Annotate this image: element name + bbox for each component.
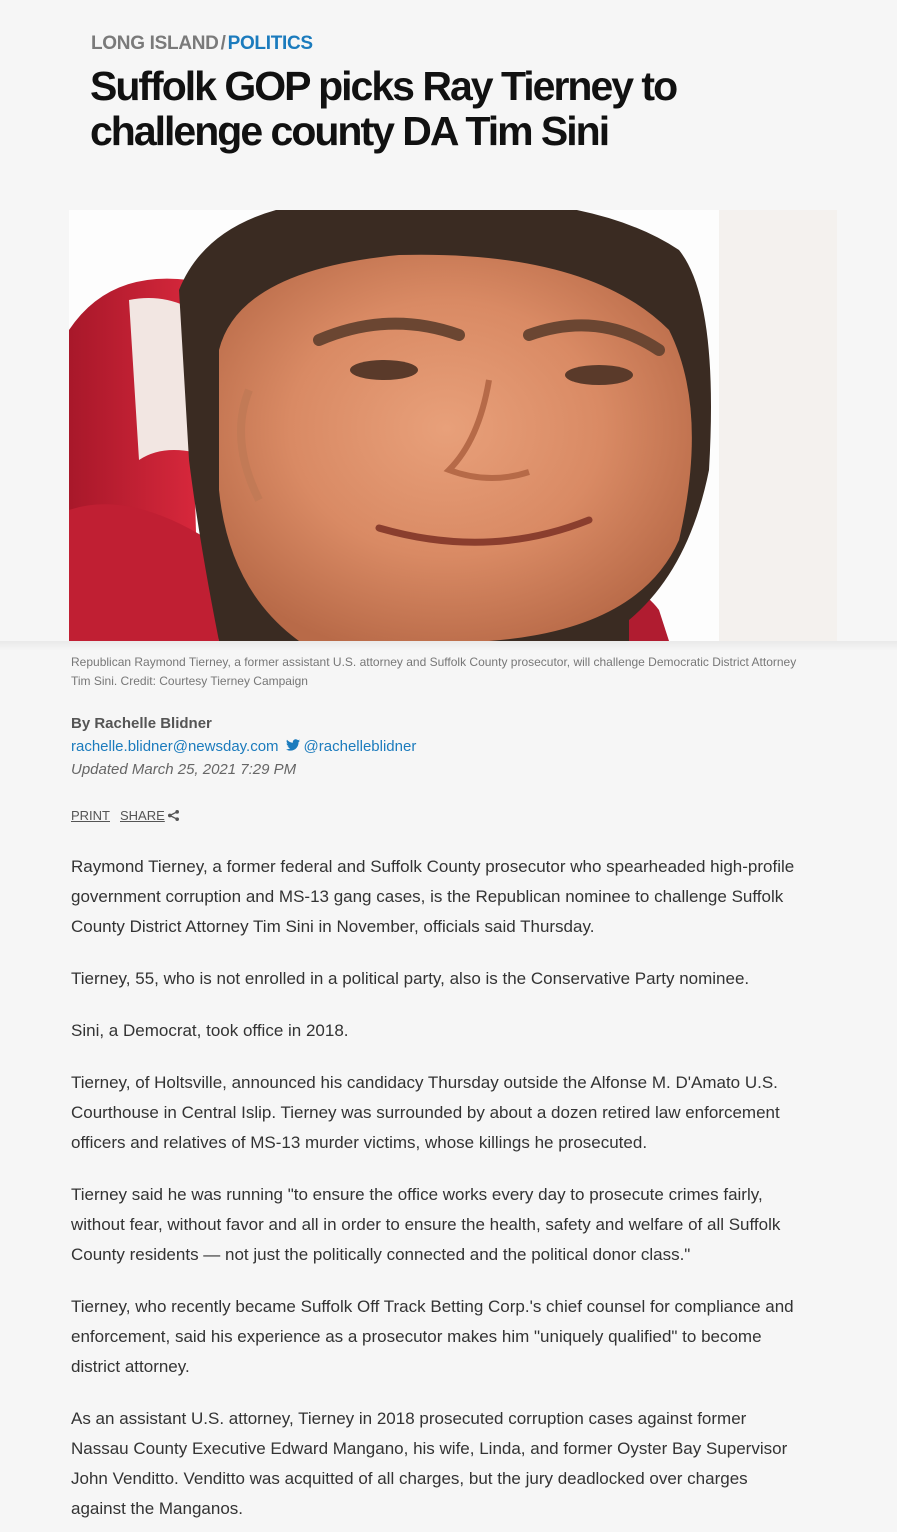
updated-timestamp: Updated March 25, 2021 7:29 PM [71,761,297,778]
article-paragraph: As an assistant U.S. attorney, Tierney in 2018 prosecuted corruption cases against former Nassau County Executive Edward Mangano, his wife, Linda, and former Oyster Bay Supervisor John Venditto. Venditto was acquitted of all charges, but the jury deadlocked over charges against the Manganos. [71,1409,788,1518]
author-twitter-link[interactable]: @rachelleblidner [303,738,417,755]
kicker-separator: / [220,33,226,54]
article-paragraph: Tierney, who recently became Suffolk Off Track Betting Corp.'s chief counsel for compliance and enforcement, said his experience as a prosecutor makes him "uniquely qualified" to become district attorney. [71,1297,794,1376]
photo-caption: Republican Raymond Tierney, a former assistant U.S. attorney and Suffolk County prosecutor, will challenge Democratic District Attorney Tim Sini. Credit: Courtesy Tierney Campaign [71,655,797,688]
share-button[interactable] [120,808,179,823]
article-paragraph: Sini, a Democrat, took office in 2018. [71,1021,349,1040]
share-icon [168,810,179,821]
kicker-section-link[interactable]: POLITICS [227,33,313,54]
portrait-photo-icon [69,210,837,641]
twitter-icon[interactable] [286,738,300,755]
byline-contact [71,738,416,755]
kicker [91,33,313,55]
byline-author: By Rachelle Blidner [71,715,212,732]
article-paragraph: Raymond Tierney, a former federal and Suffolk County prosecutor who spearheaded high-profile government corruption and MS-13 gang cases, is the Republican nominee to challenge Suffolk County District Attorney Tim Sini in November, officials said Thursday. [71,857,795,936]
print-button[interactable]: PRINT [71,808,110,823]
share-label: SHARE [120,808,165,823]
author-email-link[interactable]: rachelle.blidner@newsday.com [71,738,279,755]
article-paragraph: Tierney said he was running "to ensure the office works every day to prosecute crimes fairly, without fear, without favor and all in order to ensure the health, safety and welfare of all Suffolk County residents — not just the politically connected and the political donor class." [71,1185,781,1264]
article-body [71,852,801,1532]
hero-photo[interactable] [69,210,837,641]
article-tools [71,808,179,823]
kicker-region[interactable]: LONG ISLAND [91,33,219,54]
photo-shade [0,641,897,651]
article-paragraph: Tierney, of Holtsville, announced his candidacy Thursday outside the Alfonse M. D'Amato U.S. Courthouse in Central Islip. Tierney was surrounded by about a dozen retired law enforcement officers and relatives of MS-13 murder victims, whose killings he prosecuted. [71,1073,780,1152]
article-paragraph: Tierney, 55, who is not enrolled in a political party, also is the Conservative Party nominee. [71,969,750,988]
headline: Suffolk GOP picks Ray Tierney to challenge county DA Tim Sini [90,63,677,154]
